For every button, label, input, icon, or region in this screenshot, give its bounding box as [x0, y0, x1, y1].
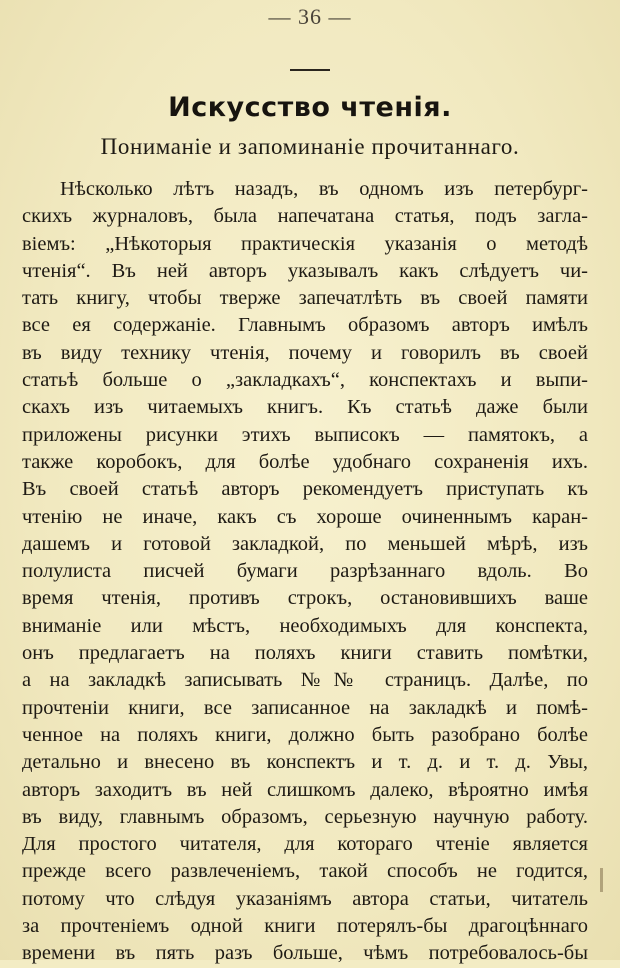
- text-line: Нѣсколько лѣтъ назадъ, въ одномъ изъ петербург-: [60, 178, 588, 200]
- text-line: приложены рисунки этихъ выписокъ — памятокъ, а: [22, 423, 588, 446]
- article-title: Искусство чтенія.: [168, 92, 452, 123]
- text-line: вниманіе или мѣстъ, необходимыхъ для конспекта,: [22, 614, 588, 637]
- text-line: а на закладкѣ записывать №№ страницъ. Далѣе, по: [22, 669, 588, 692]
- text-line: тать книгу, чтобы тверже запечатлѣть въ своей памяти: [22, 287, 588, 310]
- article-body: [22, 176, 588, 968]
- text-line: все ея содержаніе. Главнымъ образомъ авторъ имѣлъ: [22, 314, 588, 337]
- text-line: въ виду технику чтенія, почему и говорилъ въ своей: [22, 341, 588, 364]
- text-line: чтенію не иначе, какъ съ хороше очиненнымъ каран-: [22, 505, 588, 528]
- page-edge-mark: [600, 868, 603, 892]
- text-line: въ виду, главнымъ образомъ, серьезную научную работу.: [22, 805, 588, 828]
- text-line: ченное на поляхъ книги, должно быть разобрано болѣе: [22, 723, 588, 746]
- title-rule: [290, 69, 330, 71]
- text-line: времени въ пять разъ больше, чѣмъ потребовалось-бы: [22, 942, 588, 965]
- article-subtitle: Пониманіе и запоминаніе прочитаннаго.: [100, 134, 520, 159]
- text-line: прочтеніи книги, все записанное на закладкѣ и помѣ-: [22, 696, 588, 719]
- text-line: дашемъ и готовой закладкой, по меньшей мѣрѣ, изъ: [22, 532, 588, 555]
- text-line: детально и внесено въ конспектъ и т. д. и т. д. Увы,: [22, 751, 588, 774]
- text-line: віемъ: „Нѣкоторыя практическія указанія о методѣ: [22, 232, 588, 255]
- page-number: — 36 —: [268, 4, 352, 29]
- text-line: авторъ заходитъ въ ней слишкомъ далеко, вѣроятно имѣя: [22, 778, 588, 801]
- text-line: потому что слѣдуя указаніямъ автора статьи, читатель: [22, 887, 588, 910]
- text-line: скихъ журналовъ, была напечатана статья, подъ загла-: [22, 205, 588, 228]
- text-line: прежде всего развлеченіемъ, такой способъ не годится,: [22, 860, 588, 883]
- text-line: также коробокъ, для болѣе удобнаго сохраненія ихъ.: [22, 450, 588, 473]
- text-line: полулиста писчей бумаги разрѣзаннаго вдоль. Во: [22, 560, 588, 583]
- text-line: Для простого читателя, для котораго чтеніе является: [22, 833, 588, 856]
- text-line: время чтенія, противъ строкъ, остановившихъ ваше: [22, 587, 588, 610]
- text-line: онъ предлагаетъ на поляхъ книги ставить помѣтки,: [22, 642, 588, 665]
- text-line: за прочтеніемъ одной книги потерялъ-бы драгоцѣннаго: [22, 915, 588, 938]
- text-line: статьѣ больше о „закладкахъ“, конспектахъ и выпи-: [22, 369, 588, 392]
- text-line: чтенія“. Въ ней авторъ указывалъ какъ слѣдуетъ чи-: [22, 259, 588, 282]
- text-line: Въ своей статьѣ авторъ рекомендуетъ приступать къ: [22, 478, 588, 501]
- text-line: скахъ изъ читаемыхъ книгъ. Къ статьѣ даже были: [22, 396, 588, 419]
